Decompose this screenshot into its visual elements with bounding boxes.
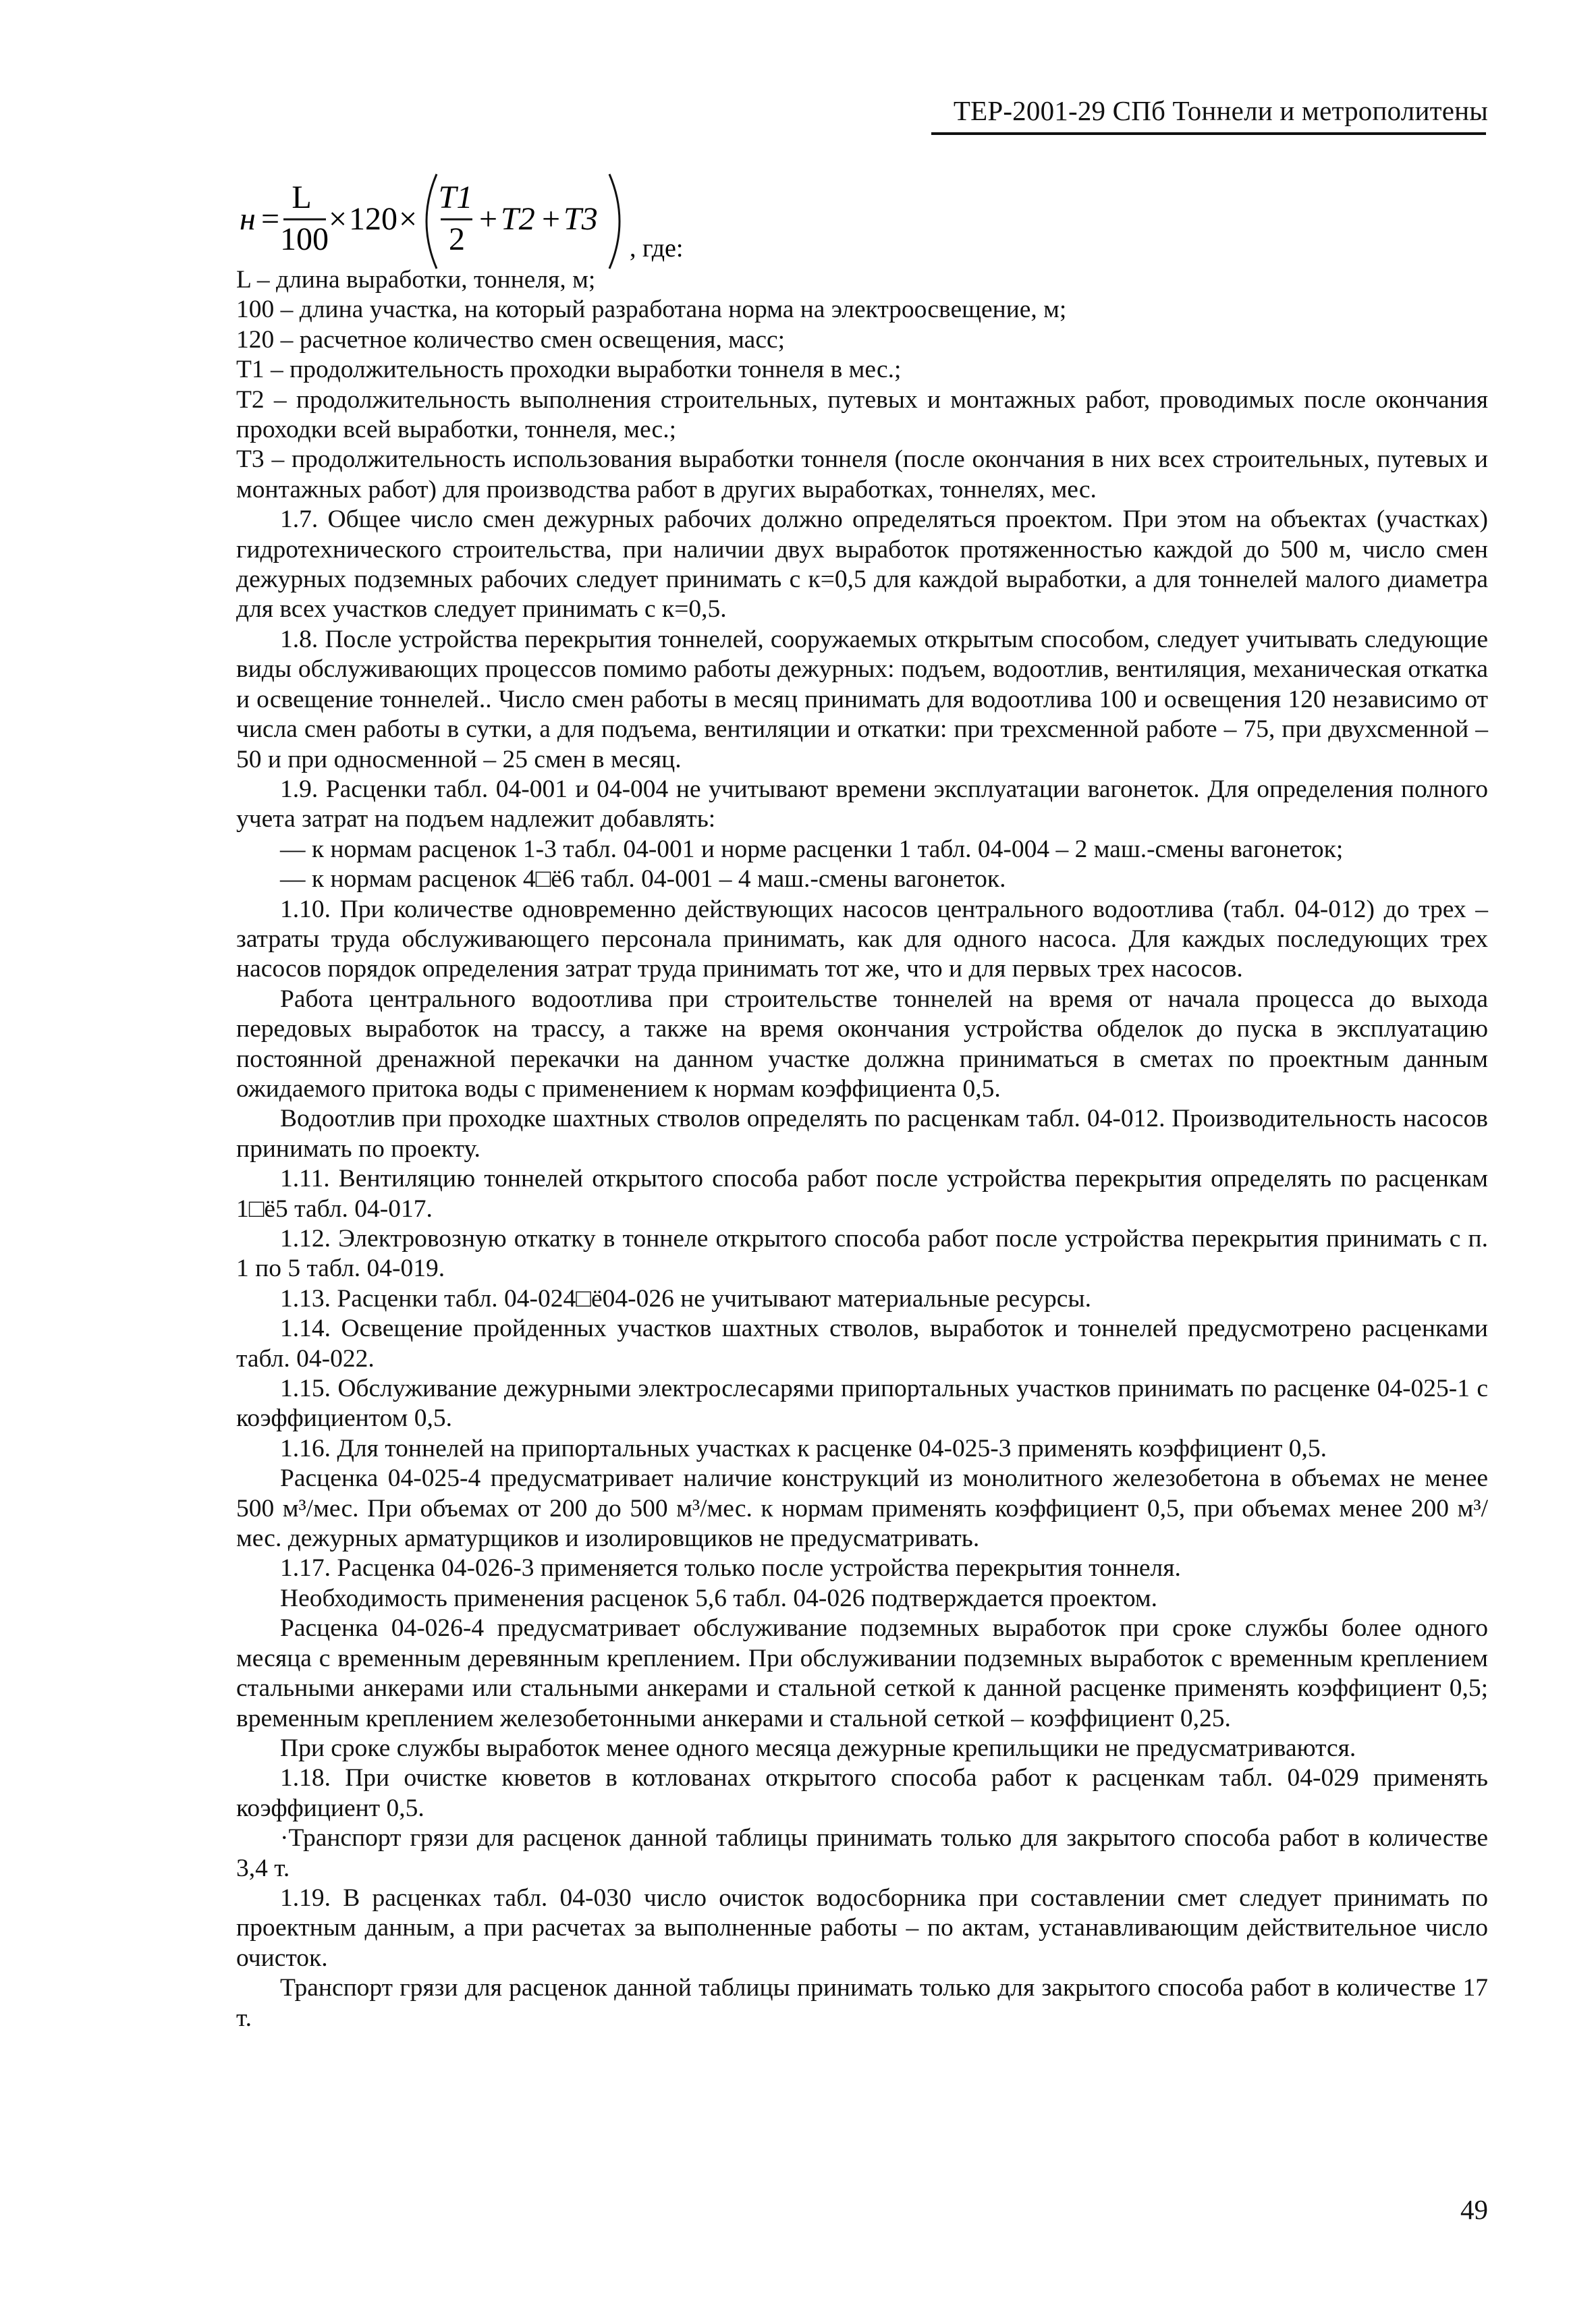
definition-l: L – длина выработки, тоннеля, м; — [236, 266, 596, 294]
paragraph-1-17-short-term: При сроке службы выработок менее одного месяца дежурные крепильщики не предусматриваются. — [280, 1734, 1356, 1762]
formula-t1: T1 — [438, 180, 473, 215]
paragraph-1-18-transport: ·Транспорт грязи для расценок данной таблицы принимать только для закрытого способа работ в количестве 3,4 т. — [236, 1824, 1488, 1882]
definition-120: 120 – расчетное количество смен освещения, масс; — [236, 325, 786, 354]
list-item-1-9-b: — к нормам расценок 4□ё6 табл. 04-001 – 4 маш.-смены вагонеток. — [280, 865, 1006, 894]
paragraph-1-17: 1.17. Расценка 04-026-3 применяется только после устройства перекрытия тоннеля. — [280, 1554, 1181, 1583]
formula-lhs: н — [240, 201, 256, 237]
paragraph-1-18: 1.18. При очистке кюветов в котлованах открытого способа работ к расценкам табл. 04-029 применять коэффициент 0,5. — [236, 1764, 1488, 1822]
paragraph-1-8: 1.8. После устройства перекрытия тоннелей, сооружаемых открытым способом, следует учитывать следующие виды обслуживающих процессов помимо работы дежурных: подъем, водоотлив, вентиляция, механическая откатка и освещение тоннелей.. Число смен работы в месяц принимать для водоотлива 100 и освещения 120 независимо от числа смен работы в сутки, а для подъема, вентиляции и откатки: при трехсменной работе – 75, при двухсменной – 50 и при односменной – 25 смен в месяц. — [236, 625, 1488, 773]
paragraph-1-17-necessity: Необходимость применения расценок 5,6 табл. 04-026 подтверждается проектом. — [280, 1584, 1157, 1612]
formula-l-numerator: L — [292, 180, 312, 215]
paragraph-1-16: 1.16. Для тоннелей на припортальных участках к расценке 04-025-3 применять коэффициент 0,5. — [280, 1434, 1327, 1462]
formula-times-1: × — [329, 201, 348, 237]
formula-l-denominator: 100 — [280, 221, 329, 257]
paragraph-1-14: 1.14. Освещение пройденных участков шахтных стволов, выработок и тоннелей предусмотрено расценками табл. 04-022. — [236, 1315, 1488, 1373]
definition-t1: T1 – продолжительность проходки выработки тоннеля в мес.; — [236, 356, 902, 384]
definition-t2: T2 – продолжительность выполнения строительных, путевых и монтажных работ, проводимых после окончания проходки всей выработки, тоннеля, мес.; — [236, 385, 1488, 444]
formula-t3: T3 — [563, 201, 598, 237]
paragraph-1-16-rate-04-025-4: Расценка 04-025-4 предусматривает наличие конструкций из монолитного железобетона в объемах не менее 500 м³/мес. При объемах от 200 до 500 м³/мес. к нормам применять коэффициент 0,5, при объемах менее 200 м³/мес. дежурных арматурщиков и изолировщиков не предусматривать. — [236, 1464, 1488, 1553]
paragraph-1-9: 1.9. Расценки табл. 04-001 и 04-004 не учитывают времени эксплуатации вагонеток. Для определения полного учета затрат на подъем надлежит добавлять: — [236, 775, 1488, 833]
paragraph-1-10: 1.10. При количестве одновременно действующих насосов центрального водоотлива (табл. 04-012) до трех – затраты труда обслуживающего персонала принимать, как для одного насоса. Для каждых последующих трех насосов порядок определения затрат труда принимать тот же, что и для первых трех насосов. — [236, 895, 1488, 983]
page-number: 49 — [1460, 2194, 1488, 2225]
formula-plus-2: + — [542, 201, 561, 237]
formula-equals: = — [261, 201, 280, 237]
body-text — [236, 265, 1488, 2033]
formula-coefficient: 120 — [349, 201, 397, 237]
paragraph-1-15: 1.15. Обслуживание дежурными электрослесарями припортальных участков принимать по расценке 04-025-1 с коэффициентом 0,5. — [236, 1375, 1488, 1433]
formula-right-paren — [609, 174, 620, 269]
formula-where: , где: — [630, 234, 684, 263]
header-rule — [931, 132, 1486, 135]
list-item-1-9-a: — к нормам расценок 1-3 табл. 04-001 и норме расценки 1 табл. 04-004 – 2 маш.-смены вагонеток; — [280, 835, 1344, 863]
paragraph-1-12: 1.12. Электровозную откатку в тоннеле открытого способа работ после устройства перекрытия принимать с п. 1 по 5 табл. 04-019. — [236, 1225, 1488, 1283]
formula-times-2: × — [399, 201, 418, 237]
paragraph-1-13: 1.13. Расценки табл. 04-024□ё04-026 не учитывают материальные ресурсы. — [280, 1284, 1091, 1313]
paragraph-1-17-rate-04-026-4: Расценка 04-026-4 предусматривает обслуживание подземных выработок при сроке службы более одного месяца с временным деревянным креплением. При обслуживании подземных выработок с временным креплением стальными анкерами или стальными анкерами и стальной сеткой к данной расценке применять коэффициент 0,5; временным креплением железобетонными анкерами и стальной сеткой – коэффициент 0,25. — [236, 1614, 1488, 1732]
definition-100: 100 – длина участка, на который разработана норма на электроосвещение, м; — [236, 296, 1067, 324]
page-header: ТЕР-2001-29 СПб Тоннели и метрополитены — [953, 95, 1488, 126]
paragraph-1-19-transport: Транспорт грязи для расценок данной таблицы принимать только для закрытого способа работ в количестве 17 т. — [236, 1974, 1488, 2032]
paragraph-1-19: 1.19. В расценках табл. 04-030 число очисток водосборника при составлении смет следует принимать по проектным данным, а при расчетах за выполненные работы – по актам, устанавливающим действительное число очисток. — [236, 1884, 1488, 1972]
paragraph-1-10-central-drainage: Работа центрального водоотлива при строительстве тоннелей на время от начала процесса до выхода передовых выработок на трассу, а также на время окончания устройства обделок до пуска в эксплуатацию постоянной дренажной перекачки на данном участке должна приниматься в сметах по проектным данным ожидаемого притока воды с применением к нормам коэффициента 0,5. — [236, 985, 1488, 1103]
formula-plus-1: + — [479, 201, 498, 237]
paragraph-1-7: 1.7. Общее число смен дежурных рабочих должно определяться проектом. При этом на объектах (участках) гидротехнического строительства, при наличии двух выработок протяженностью каждой до 500 м, число смен дежурных подземных рабочих следует принимать с к=0,5 для каждой выработки, а для тоннелей малого диаметра для всех участков следует принимать с к=0,5. — [236, 505, 1488, 624]
formula-left-paren — [426, 174, 437, 269]
formula-t2: T2 — [501, 201, 535, 237]
formula-t1-denominator: 2 — [449, 221, 465, 257]
paragraph-1-11: 1.11. Вентиляцию тоннелей открытого способа работ после устройства перекрытия определять по расценкам 1□ё5 табл. 04-017. — [236, 1165, 1488, 1223]
definition-t3: T3 – продолжительность использования выработки тоннеля (после окончания в них всех строительных, путевых и монтажных работ) для производства работ в других выработках, тоннелях, мес. — [236, 445, 1488, 503]
paragraph-1-10-shaft-drainage: Водоотлив при проходке шахтных стволов определять по расценкам табл. 04-012. Производительность насосов принимать по проекту. — [236, 1105, 1488, 1163]
